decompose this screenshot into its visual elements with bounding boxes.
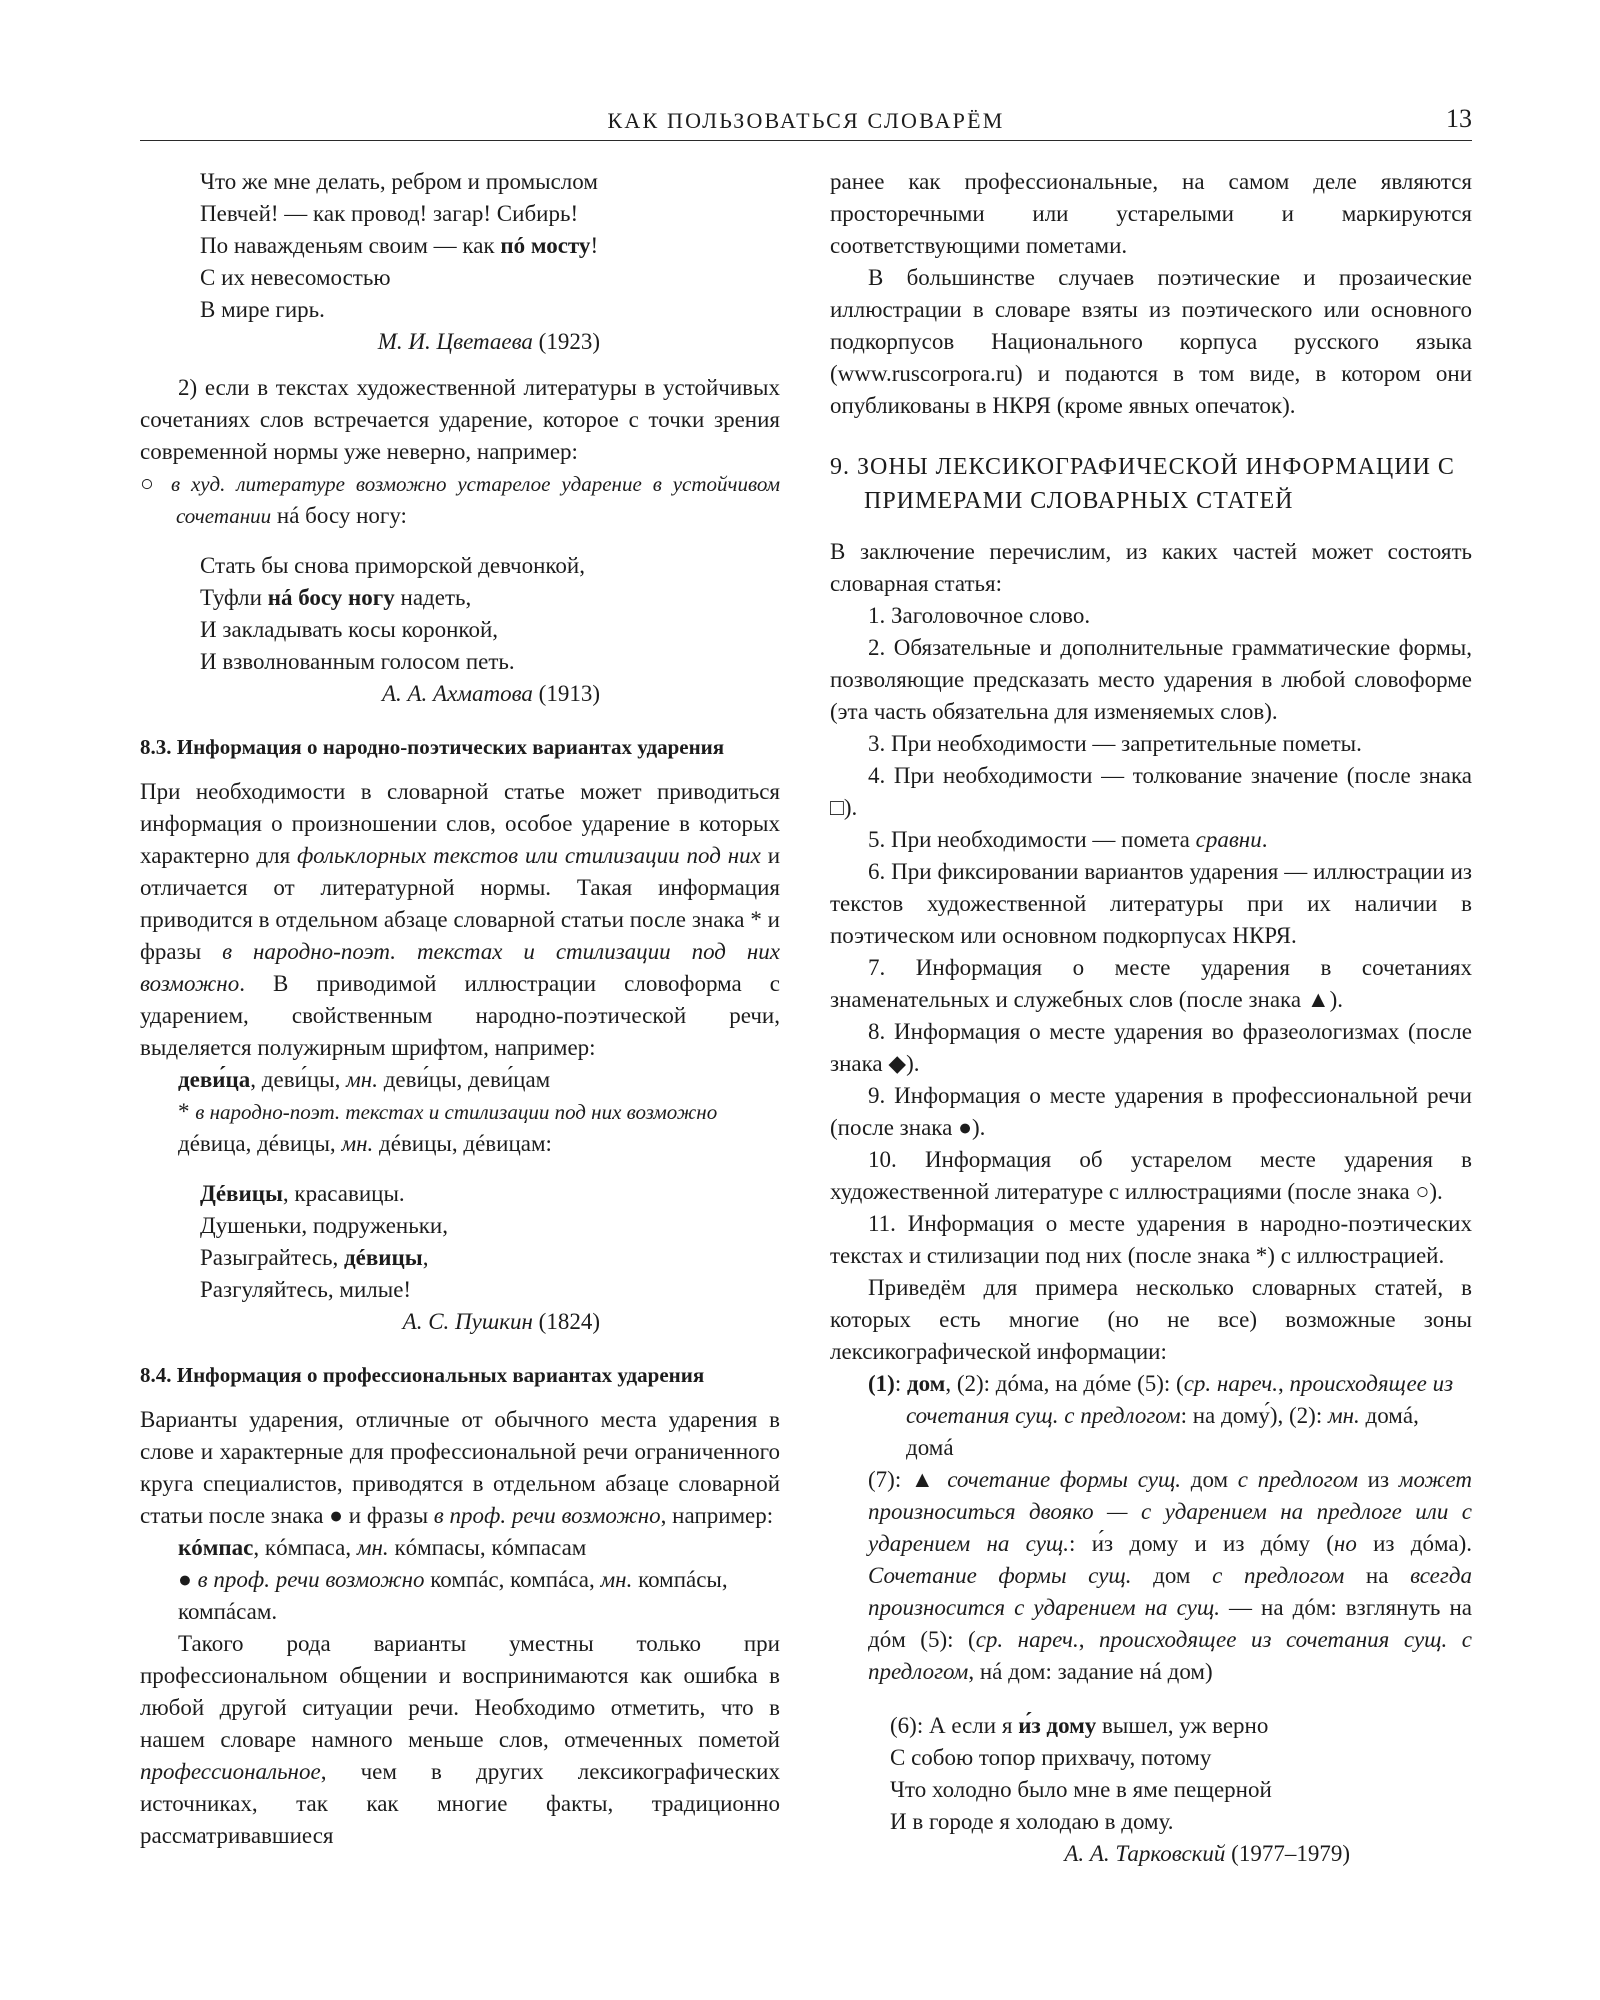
verse-line: И взволнованным голосом петь. — [200, 649, 515, 674]
list-item: 6. При фиксировании вариантов ударения — иллюстрации из текстов художественной литературы при их наличии в поэтическом или основном подкорпусах НКРЯ. — [830, 859, 1472, 948]
poem-attribution: А. А. Тарковский (1977–1979) — [1064, 1841, 1350, 1866]
list-item: 1. Заголовочное слово. — [868, 603, 1091, 628]
verse-line: И закладывать косы коронкой, — [200, 617, 499, 642]
verse-line: В мире гирь. — [200, 297, 325, 322]
section-heading-8-4: 8.4. Информация о профессиональных вариантах ударения — [140, 1363, 705, 1387]
verse-line: С собою топор прихвачу, потому — [890, 1745, 1212, 1770]
left-column — [140, 166, 780, 1852]
folk-stress-note: * в народно-поэт. текстах и стилизации под них возможно дéвица, дéвицы, мн. дéвицы, дéвицам: — [178, 1099, 718, 1156]
verse-line: Душеньки, подруженьки, — [200, 1213, 448, 1238]
verse-line: Дéвицы, красавицы. — [200, 1181, 405, 1206]
poem-akhmatova — [140, 550, 780, 710]
right-column — [830, 166, 1472, 1870]
list-item: 4. При необходимости — толкование значение (после знака □). — [830, 763, 1472, 820]
list-item: 2. Обязательные и дополнительные грамматические формы, позволяющие предсказать место ударения в любой словоформе (эта часть обязательна для изменяемых слов). — [830, 635, 1472, 724]
paragraph-item-2: 2) если в текстах художественной литературы в устойчивых сочетаниях слов встречается ударение, которое с точки зрения современной нормы уже неверно, например: — [140, 375, 780, 464]
paragraph-8-4-continued: Такого рода варианты уместны только при профессиональном общении и воспринимаются как ошибка в любой другой ситуации речи. Необходимо отметить, что в нашем словаре намного меньше слов, отмеченных пометой профессиональное, чем в других лексикографических источниках, так как многие факты, традиционно рассматривавшиеся — [140, 1631, 780, 1848]
stressed-phrase: нá босу ногу — [267, 585, 395, 610]
verse-line: Что холодно было мне в яме пещерной — [890, 1777, 1272, 1802]
dictionary-entry-dom: (1): дом, (2): дóма, на дóме (5): (ср. нареч., происходящее из сочетания сущ. с предлогом: на дому́), (2): мн. домá, домá — [868, 1371, 1454, 1460]
verse-line: Туфли нá босу ногу надеть, — [200, 585, 472, 610]
list-item: 5. При необходимости — помета сравни. — [868, 827, 1268, 852]
verse-line: Разгуляйтесь, милые! — [200, 1277, 412, 1302]
paragraph-8-4: Варианты ударения, отличные от обычного места ударения в слове и характерные для профессиональной речи ограниченного круга специалистов, приводятся в отдельном абзаце словарной статьи после знака ● и фразы в проф. речи возможно, например: — [140, 1407, 780, 1528]
example-entry-kompas: кóмпас, кóмпаса, мн. кóмпасы, кóмпасам — [178, 1535, 587, 1560]
paragraph-corpus: В большинстве случаев поэтические и прозаические иллюстрации в словаре взяты из поэтического или основного подкорпусов Национального корпуса русского языка (www.ruscorpora.ru) и подаются в том виде, в котором они опубликованы в НКРЯ (кроме явных опечаток). — [830, 265, 1472, 418]
verse-line: По наважденьям своим — как пó мосту! — [200, 233, 599, 258]
list-item: 3. При необходимости — запретительные пометы. — [868, 731, 1362, 756]
archaic-stress-note: ○ в худ. литературе возможно устарелое ударение в устойчивом сочетании нá босу ногу: — [140, 471, 780, 528]
list-item: 9. Информация о месте ударения в профессиональной речи (после знака ●). — [830, 1083, 1472, 1140]
verse-line: (6): А если я и́з дому вышел, уж верно — [890, 1713, 1269, 1738]
poem-attribution: А. С. Пушкин (1824) — [402, 1309, 600, 1334]
verse-line: С их невесомостью — [200, 265, 391, 290]
poem-attribution: М. И. Цветаева (1923) — [377, 329, 600, 354]
page-header — [140, 104, 1472, 141]
example-entry-devitsa: деви́ца, деви́цы, мн. деви́цы, деви́цам — [178, 1067, 551, 1092]
poem-attribution: А. А. Ахматова (1913) — [381, 681, 600, 706]
verse-line: Разыграйтесь, дéвицы, — [200, 1245, 429, 1270]
poem-tsvetaeva — [140, 166, 780, 358]
poem-tarkovsky — [830, 1710, 1472, 1870]
section-heading-8-3: 8.3. Информация о народно-поэтических вариантах ударения — [140, 735, 725, 759]
zones-list — [830, 600, 1472, 1272]
dictionary-entry-combinations: (7): ▲ сочетание формы сущ. дом с предлогом из может произноситься двояко — с ударением на предлоге или с ударением на сущ.: и́з дому и из дóму (но из дóма). Сочетание формы сущ. дом с предлогом на всегда произносится с ударением на сущ. — на дóм: взглянуть на дóм (5): (ср. нареч., происходящее из сочетания сущ. с предлогом, нá дом: задание нá дом) — [868, 1467, 1472, 1684]
page-number: 13 — [1446, 104, 1472, 133]
running-title: КАК ПОЛЬЗОВАТЬСЯ СЛОВАРЁМ — [607, 108, 1005, 133]
list-item: 11. Информация о месте ударения в народно-поэтических текстах и стилизации под них (после знака *) с иллюстрацией. — [830, 1211, 1472, 1268]
verse-line: И в городе я холодаю в дому. — [890, 1809, 1174, 1834]
verse-line: Певчей! — как провод! загар! Сибирь! — [200, 201, 579, 226]
stressed-phrase: пó мосту — [500, 233, 591, 258]
list-item: 8. Информация о месте ударения во фразеологизмах (после знака ◆). — [830, 1019, 1472, 1076]
paragraph-continued: ранее как профессиональные, на самом деле являются просторечными или устарелыми и маркируются соответствующими пометами. — [830, 169, 1472, 258]
professional-stress-note: ● в проф. речи возможно компáс, компáса, мн. компáсы, компáсам. — [178, 1567, 728, 1624]
poem-pushkin — [140, 1178, 780, 1338]
paragraph-8-3: При необходимости в словарной статье может приводиться информация о произношении слов, особое ударение в которых характерно для фольклорных текстов или стилизации под них и отличается от литературной нормы. Такая информация приводится в отдельном абзаце словарной статьи после знака * и фразы в народно-поэт. текстах и стилизации под них возможно. В приводимой иллюстрации словоформа с ударением, свойственным народно-поэтической речи, выделяется полужирным шрифтом, например: — [140, 779, 781, 1060]
verse-line: Что же мне делать, ребром и промыслом — [200, 169, 598, 194]
verse-line: Стать бы снова приморской девчонкой, — [200, 553, 585, 578]
list-item: 7. Информация о месте ударения в сочетаниях знаменательных и служебных слов (после знака ▲). — [830, 955, 1472, 1012]
paragraph-9-intro: В заключение перечислим, из каких частей может состоять словарная статья: — [830, 539, 1472, 596]
list-item: 10. Информация об устарелом месте ударения в художественной литературе с иллюстрациями (после знака ○). — [830, 1147, 1472, 1204]
section-heading-9: 9. ЗОНЫ ЛЕКСИКОГРАФИЧЕСКОЙ ИНФОРМАЦИИ С ПРИМЕРАМИ СЛОВАРНЫХ СТАТЕЙ — [830, 454, 1455, 514]
paragraph-examples-intro: Приведём для примера несколько словарных статей, в которых есть многие (но не все) возможные зоны лексикографической информации: — [830, 1275, 1472, 1364]
